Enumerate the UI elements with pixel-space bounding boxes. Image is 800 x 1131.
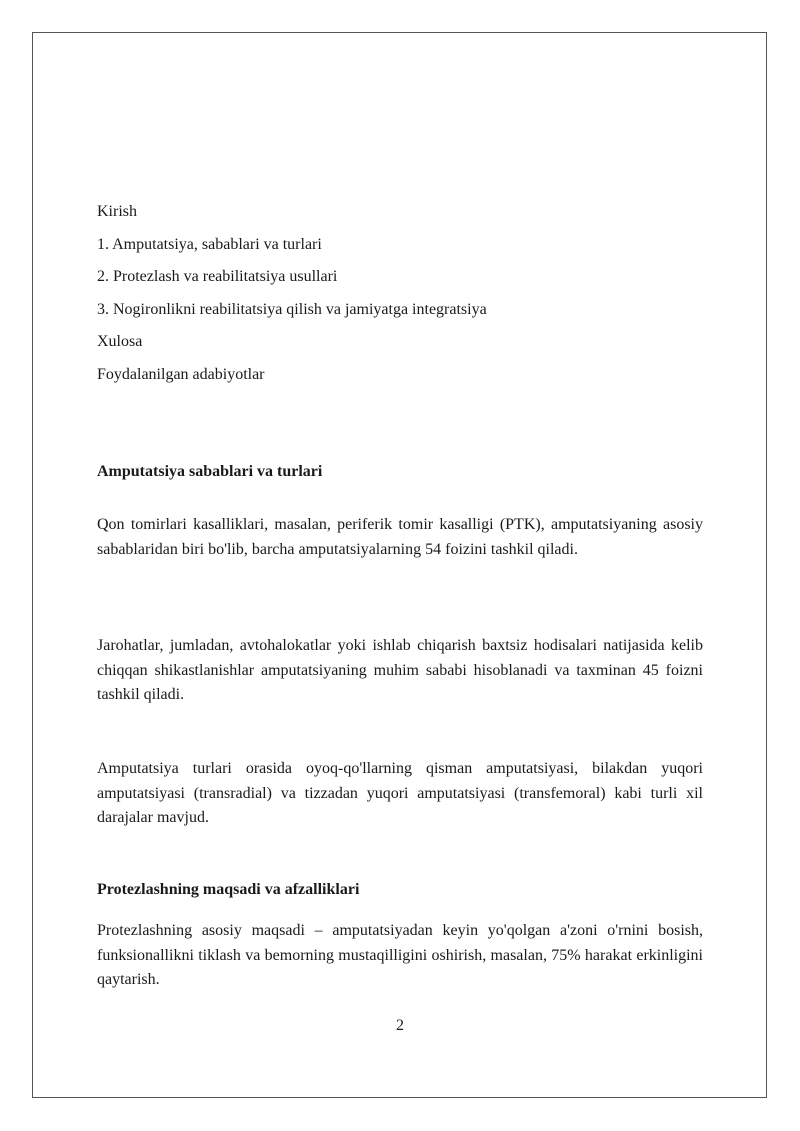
- paragraph-amputation-types: Amputatsiya turlari orasida oyoq-qo'llarning qisman amputatsiyasi, bilakdan yuqori amputatsiyasi (transradial) va tizzadan yuqori amputatsiyasi (transfemoral) kabi turli xil darajalar mavjud.: [97, 760, 703, 826]
- toc-item-references: Foydalanilgan adabiyotlar: [97, 365, 265, 383]
- paragraph-injuries: Jarohatlar, jumladan, avtohalokatlar yoki ishlab chiqarish baxtsiz hodisalari natijasida kelib chiqqan shikastlanishlar amputatsiyaning muhim sababi hisoblanadi va taxminan 45 foizni tashkil qiladi.: [97, 637, 703, 703]
- section-heading-prosthetics-goals: Protezlashning maqsadi va afzalliklari: [97, 881, 360, 898]
- paragraph-vascular-diseases: Qon tomirlari kasalliklari, masalan, periferik tomir kasalligi (PTK), amputatsiyaning asosiy sabablaridan biri bo'lib, barcha amputatsiyalarning 54 foizini tashkil qiladi.: [97, 516, 703, 558]
- table-of-contents: [97, 200, 703, 396]
- toc-item-introduction: Kirish: [97, 203, 137, 220]
- toc-item-chapter-3: 3. Nogironlikni reabilitatsiya qilish va jamiyatga integratsiya: [97, 300, 487, 318]
- paragraph-prosthetics-goal: Protezlashning asosiy maqsadi – amputatsiyadan keyin yo'qolgan a'zoni o'rnini bosish, funksionallikni tiklash va bemorning mustaqilligini oshirish, masalan, 75% harakat erkinligini qaytarish.: [97, 922, 703, 988]
- toc-item-chapter-2: 2. Protezlash va reabilitatsiya usullari: [97, 268, 338, 286]
- section-heading-amputation-causes: Amputatsiya sabablari va turlari: [97, 463, 323, 480]
- toc-item-conclusion: Xulosa: [97, 333, 143, 351]
- page-number: 2: [396, 1017, 404, 1034]
- toc-item-chapter-1: 1. Amputatsiya, sabablari va turlari: [97, 235, 322, 253]
